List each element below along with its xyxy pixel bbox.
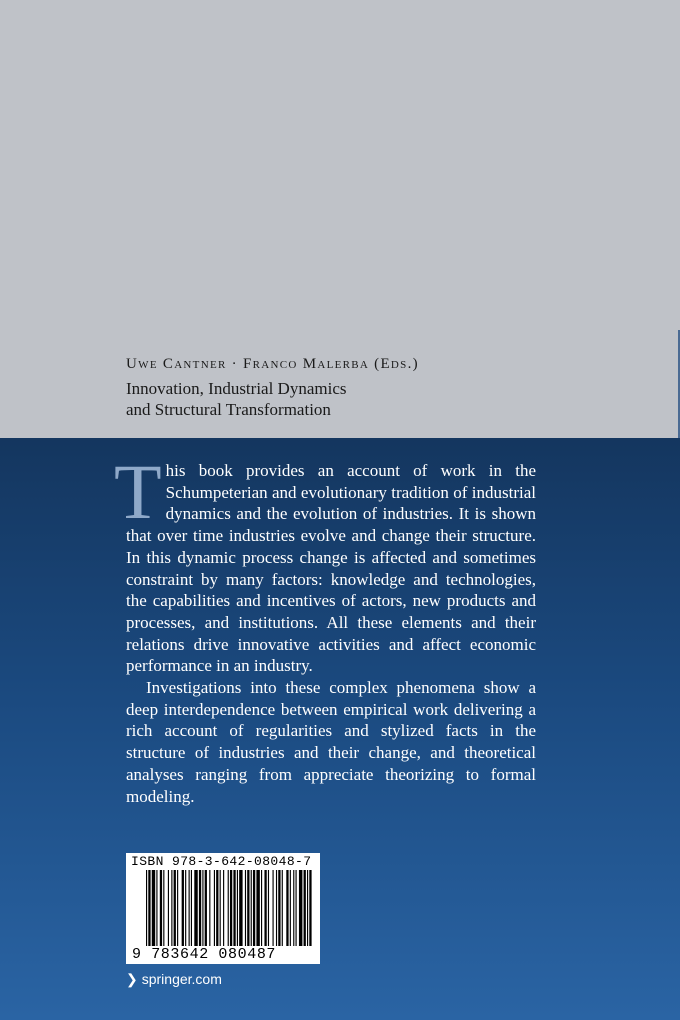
barcode-bar: [202, 870, 203, 946]
barcode-bar: [290, 870, 291, 946]
barcode-bar: [185, 870, 186, 946]
barcode-bar: [264, 870, 266, 946]
barcode-bar: [299, 870, 302, 946]
barcode-bar: [253, 870, 255, 946]
barcode-bar: [156, 870, 157, 946]
barcode-bar: [191, 870, 192, 946]
publisher-site-label: springer.com: [141, 971, 222, 987]
blurb-paragraph-1-text: his book provides an account of work in the Schumpeterian and evolutionary tradition of industrial dynamics and the evolution of industries. It is shown that over time industries evolve and change their structure. In this dynamic process change is affected and sometimes constraint by many factors: knowledge and technologies, the capabilities and incentives of actors, new products and processes, and institutions. All these elements and their relations drive innovative activities and affect economic performance in an industry.: [126, 461, 536, 676]
barcode-bar: [168, 870, 169, 946]
barcode-bar: [214, 870, 215, 946]
book-title: [126, 378, 347, 420]
book-authors: Uwe Cantner · Franco Malerba (Eds.): [126, 356, 419, 372]
barcode-bar: [261, 870, 262, 946]
book-blurb: [114, 448, 536, 807]
barcode-bar: [182, 870, 184, 946]
barcode-bar: [148, 870, 150, 946]
barcode-bar: [160, 870, 162, 946]
barcode-bar: [171, 870, 172, 946]
barcode-bar: [205, 870, 207, 946]
barcode-bar: [230, 870, 232, 946]
barcode-bar: [189, 870, 190, 946]
barcode-bar: [220, 870, 221, 946]
barcode-bar: [216, 870, 218, 946]
blurb-paragraph-1: [114, 448, 536, 677]
barcode-bars: [146, 870, 312, 946]
barcode-bar: [146, 870, 147, 946]
barcode-bar: [163, 870, 164, 946]
barcode-bar: [282, 870, 283, 946]
barcode-bar: [304, 870, 306, 946]
barcode-bar: [286, 870, 288, 946]
barcode-bar: [194, 870, 197, 946]
barcode-bar: [309, 870, 311, 946]
publisher-site[interactable]: [126, 971, 222, 988]
barcode-bar: [177, 870, 178, 946]
isbn-barcode: [126, 853, 320, 964]
barcode-bar: [239, 870, 242, 946]
barcode-bar: [251, 870, 252, 946]
barcode-bar: [256, 870, 259, 946]
chevron-right-icon: ❯: [126, 971, 138, 987]
barcode-digits: 9 783642 080487: [132, 946, 277, 963]
barcode-bar: [223, 870, 224, 946]
book-title-line-2: and Structural Transformation: [126, 400, 331, 419]
drop-cap: T: [114, 448, 162, 535]
blurb-paragraph-2: Investigations into these complex phenomena show a deep interdependence between empirical work delivering a rich account of regularities and stylized facts in the structure of industries and their change, and theoretical analyses ranging from appreciate theorizing to formal modeling.: [126, 678, 536, 806]
barcode-bar: [237, 870, 238, 946]
barcode-bar: [276, 870, 277, 946]
barcode-bar: [278, 870, 280, 946]
barcode-bar: [209, 870, 210, 946]
barcode-bar: [307, 870, 308, 946]
barcode-bar: [268, 870, 269, 946]
barcode-bar: [233, 870, 235, 946]
barcode-bar: [228, 870, 229, 946]
barcode-bar: [273, 870, 274, 946]
barcode-bar: [296, 870, 297, 946]
barcode-bar: [245, 870, 246, 946]
barcode-bar: [247, 870, 249, 946]
isbn-label: ISBN 978-3-642-08048-7: [131, 854, 312, 869]
barcode-bar: [174, 870, 176, 946]
book-title-line-1: Innovation, Industrial Dynamics: [126, 379, 347, 398]
barcode-bar: [293, 870, 294, 946]
barcode-bar: [152, 870, 155, 946]
barcode-bar: [199, 870, 201, 946]
